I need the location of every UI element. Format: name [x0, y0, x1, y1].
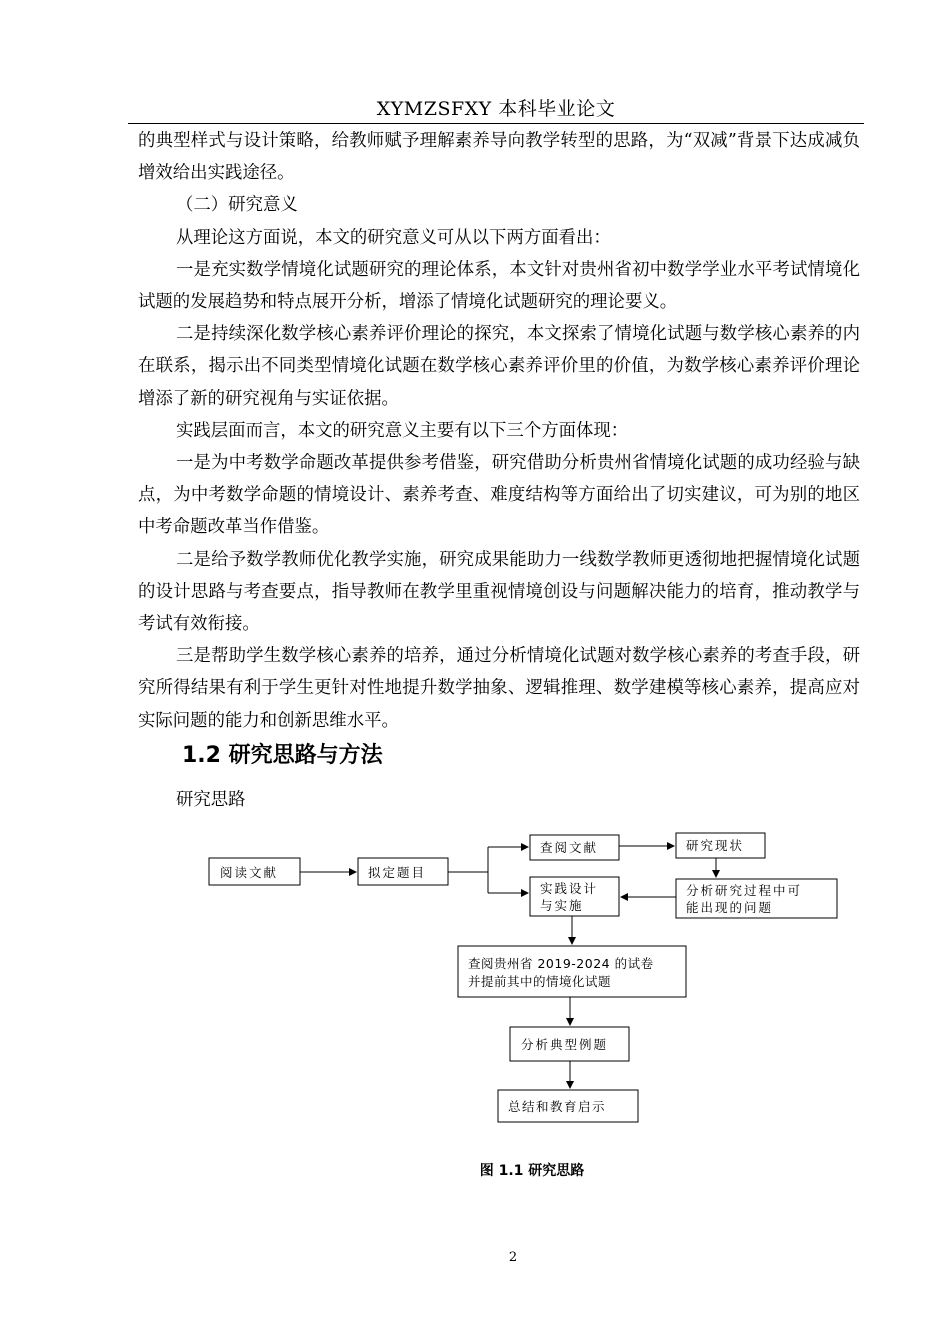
paragraph: 二是给予数学教师优化教学实施，研究成果能助力一线数学教师更透彻地把握情境化试题的设计思路与考查要点，指导教师在教学里重视情境创设与问题解决能力的培育，推动教学与考试有效衔接。 — [138, 549, 860, 635]
node-status-label: 研究现状 — [686, 838, 745, 853]
paragraph: 从理论这方面说，本文的研究意义可从以下两方面看出： — [176, 227, 611, 248]
subheading: 研究思路 — [176, 790, 246, 810]
paragraph: 一是充实数学情境化试题研究的理论体系，本文针对贵州省初中数学学业水平考试情境化试题的发展趋势和特点展开分析，增添了情境化试题研究的理论要义。 — [138, 259, 860, 313]
node-analyze-label: 分析典型例题 — [521, 1037, 609, 1052]
paragraph: 实践层面而言，本文的研究意义主要有以下三个方面体现： — [176, 420, 629, 441]
section-heading: 1.2 研究思路与方法 — [182, 743, 383, 768]
node-read-label: 阅读文献 — [220, 865, 279, 880]
paragraph: 二是持续深化数学核心素养评价理论的探究，本文探索了情境化试题与数学核心素养的内在联系，揭示出不同类型情境化试题在数学核心素养评价里的价值，为数学核心素养评价理论增添了新的研究视角与实证依据。 — [138, 324, 860, 409]
paragraph: 三是帮助学生数学核心素养的培养，通过分析情境化试题对数学核心素养的考查手段，研究所得结果有利于学生更针对性地提升数学抽象、逻辑推理、数学建模等核心素养，提高应对实际问题的能力和创新思维水平。 — [138, 646, 860, 731]
node-topic-label: 拟定题目 — [368, 865, 427, 880]
node-consult-label: 查阅文献 — [540, 840, 599, 855]
node-summary-label: 总结和教育启示 — [508, 1099, 607, 1114]
running-header: XYMZSFXY 本科毕业论文 — [376, 98, 616, 120]
node-papers-label-2: 并提前其中的情境化试题 — [468, 974, 612, 989]
node-problems-label-1: 分析研究过程中可 — [686, 883, 803, 898]
figure-caption: 图 1.1 研究思路 — [479, 1163, 585, 1179]
node-papers-box — [458, 946, 686, 997]
node-problems-label-2: 能出现的问题 — [686, 900, 774, 915]
paragraph: （二）研究意义 — [176, 195, 298, 216]
node-practice-label-1: 实践设计 — [540, 881, 599, 896]
paragraph: 一是为中考数学命题改革提供参考借鉴，研究借助分析贵州省情境化试题的成功经验与缺点，为中考数学命题的情境设计、素养考查、难度结构等方面给出了切实建议，可为别的地区中考命题改革当作借鉴。 — [138, 453, 860, 538]
page-number: 2 — [508, 1250, 518, 1265]
node-practice-label-2: 与实施 — [540, 898, 584, 913]
node-papers-label-1: 查阅贵州省 2019-2024 的试卷 — [468, 956, 654, 971]
paragraph: 的典型样式与设计策略，给教师赋予理解素养导向教学转型的思路，为“双减”背景下达成减负增效给出实践途径。 — [138, 131, 860, 184]
